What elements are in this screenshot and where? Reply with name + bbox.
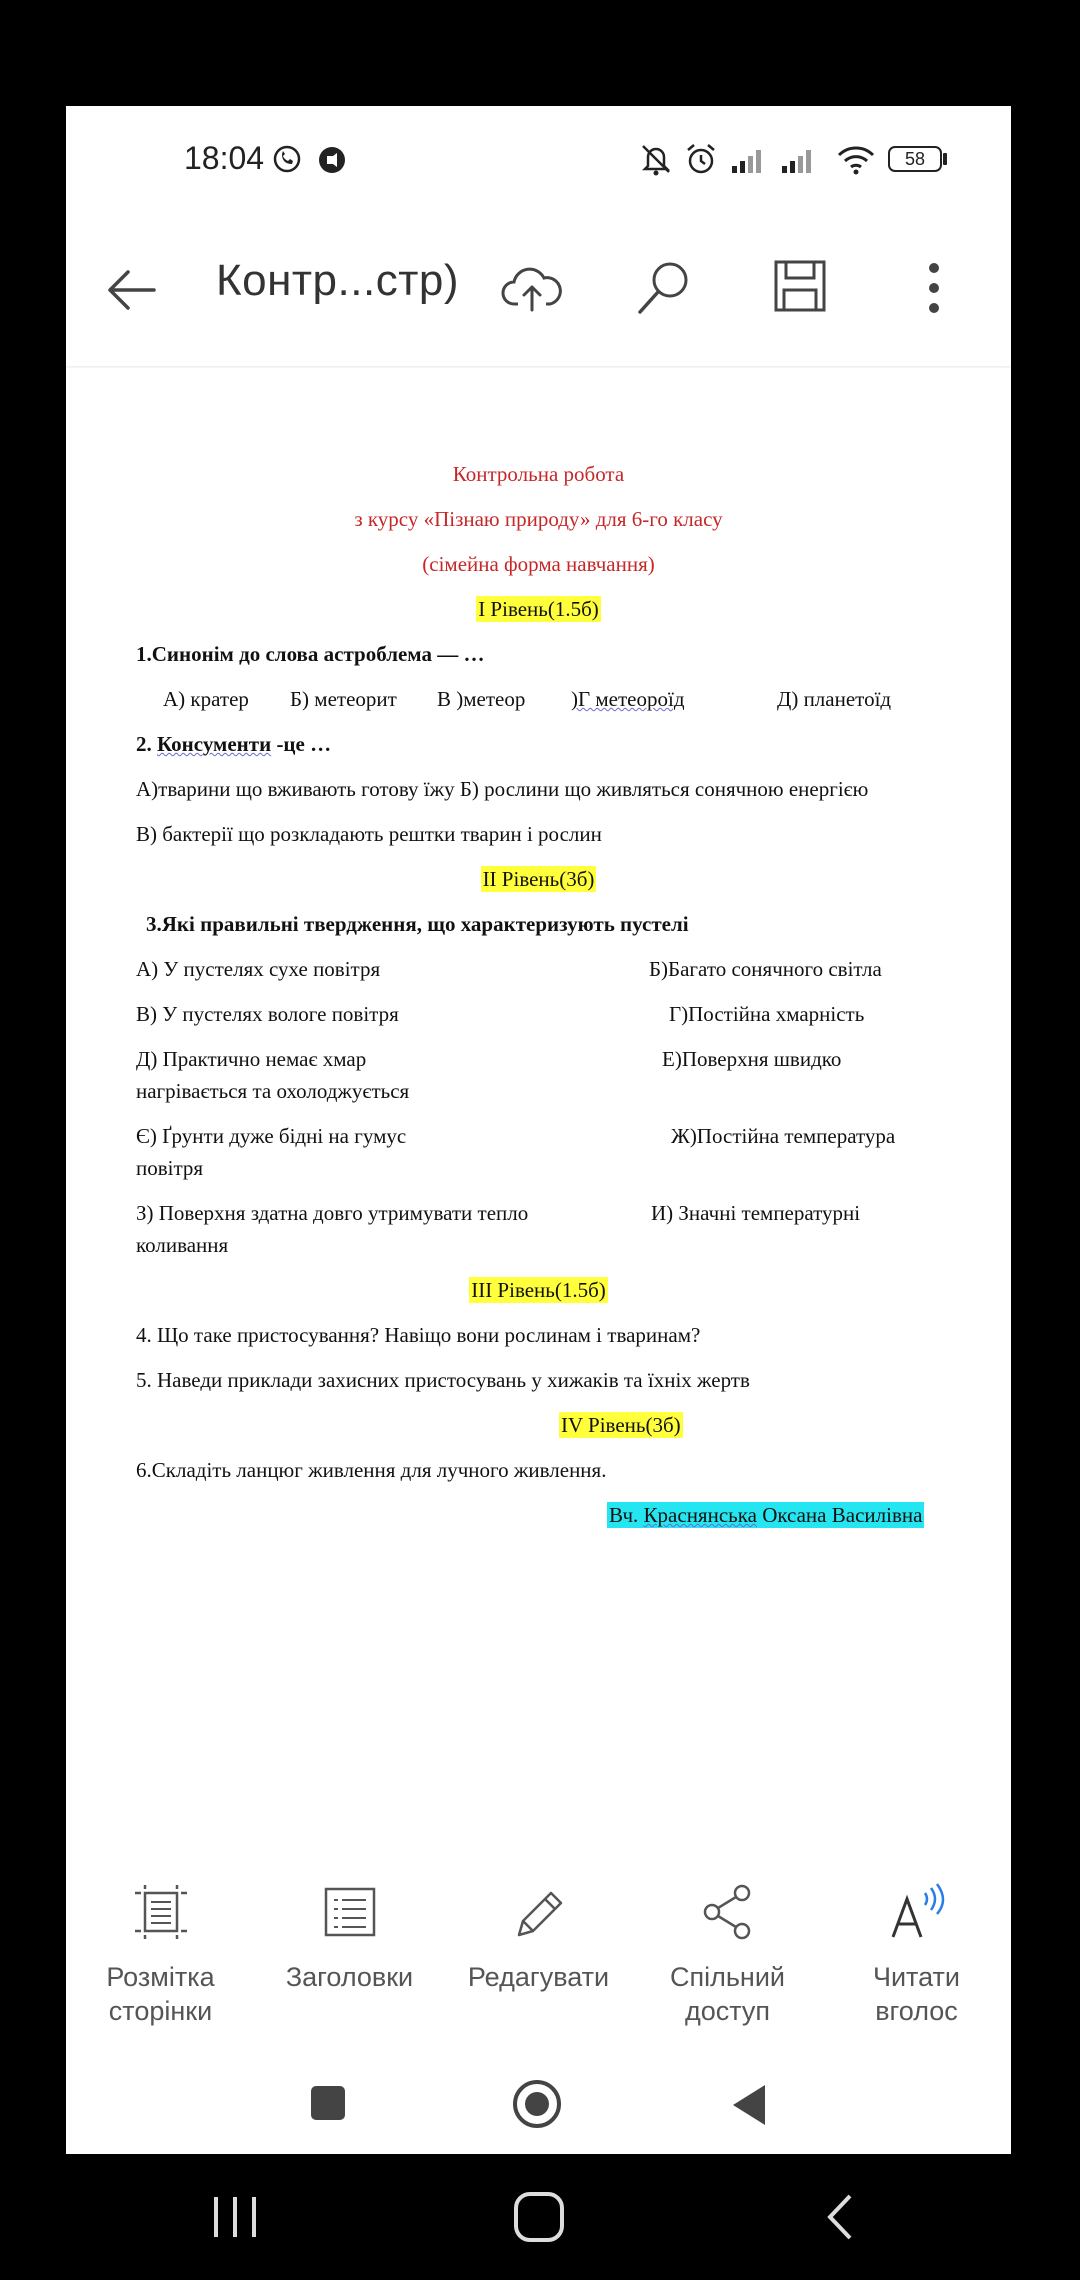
doc-subheading: з курсу «Пізнаю природу» для 6-го класу [354,507,723,531]
status-bar [66,106,1011,216]
q1-option-b: Б) метеорит [290,687,397,711]
q1-option-a: А) кратер [163,687,249,711]
level-4-label: IV Рівень(3б) [561,1413,681,1437]
back-icon[interactable] [822,2192,858,2242]
q3-option-zh-continued: повітря [136,1156,204,1180]
q1-option-g: )Г метеороїд [571,687,685,711]
share-icon [698,1883,758,1941]
q1-option-d: Д) планетоїд [777,687,892,711]
system-navigation-bar [0,2154,1080,2280]
question-4: 4. Що таке пристосування? Навіщо вони рослинам і тваринам? [136,1323,701,1347]
question-3: 3.Які правильні твердження, що характеризують пустелі [146,912,689,936]
q3-option-v: В) У пустелях вологе повітря [136,1002,399,1026]
home-icon[interactable] [512,2190,566,2244]
headings-icon [320,1883,380,1941]
q3-option-zh: Ж)Постійна температура [671,1124,896,1148]
share-label: Спільний доступ [669,1962,785,2026]
bottom-toolbar [66,1843,1011,2154]
signal-icon [780,146,818,174]
doc-subheading-form: (сімейна форма навчання) [422,552,655,576]
level-3-label: ІІІ Рівень(1.5б) [471,1278,606,1302]
square-icon[interactable] [311,2086,345,2120]
edit-button[interactable] [444,1883,633,1994]
document-page[interactable] [66,368,1011,1843]
question-2: 2. Консументи -це … [136,732,332,756]
q2-options-line-2: В) бактерії що розкладають рештки тварин і рослин [136,822,602,846]
q3-option-y-continued: коливання [136,1233,229,1257]
q3-option-b: Б)Багато сонячного світла [649,957,882,981]
q3-option-g: Г)Постійна хмарність [669,1002,865,1026]
app-bar [66,216,1011,366]
save-icon[interactable] [772,258,828,314]
signal-icon [730,146,768,174]
q2-options-line-1: А)тварини що вживають готову їжу Б) рослини що живляться сонячною енергією [136,777,869,801]
search-icon[interactable] [634,256,696,318]
read-aloud-button[interactable] [822,1883,1011,2028]
question-5: 5. Наведи приклади захисних пристосувань у хижаків та їхніх жертв [136,1368,750,1392]
triangle-back-icon[interactable] [729,2083,769,2127]
page-layout-label: Розмітка сторінки [106,1962,215,2026]
back-arrow-icon[interactable] [102,260,162,320]
page-layout-button[interactable] [66,1883,255,2028]
battery-level: 58 [904,149,926,169]
circle-home-icon[interactable] [512,2079,562,2129]
edit-label: Редагувати [467,1962,610,1992]
q3-option-a: А) У пустелях сухе повітря [136,957,381,981]
read-aloud-icon [887,1883,947,1941]
q3-option-y: И) Значні температурні [651,1201,861,1225]
q3-option-e-continued: нагрівається та охолоджується [136,1079,410,1103]
share-button[interactable] [633,1883,822,2028]
read-aloud-label: Читати вголос [872,1962,960,2026]
alarm-icon [684,142,718,176]
phone-screen [66,106,1011,2154]
level-2-label: ІІ Рівень(3б) [482,867,595,891]
battery-tip [943,153,947,165]
mute-icon [640,142,672,176]
question-6: 6.Складіть ланцюг живлення для лучного живлення. [136,1458,607,1482]
record-icon [318,146,346,174]
more-vert-icon[interactable] [924,260,944,316]
q1-option-v: В )метеор [437,687,526,711]
headings-label: Заголовки [285,1962,414,1992]
page-layout-icon [131,1883,191,1941]
battery-icon [888,146,942,172]
teacher-signature: Вч. Краснянська Оксана Василівна [609,1503,923,1527]
doc-heading: Контрольна робота [452,462,625,486]
q3-option-d: Д) Практично немає хмар [136,1047,367,1071]
viber-icon [272,144,302,174]
cloud-upload-icon[interactable] [500,260,564,320]
pencil-icon [509,1883,569,1941]
document-title[interactable]: Контр...стр) [216,256,459,305]
recent-apps-icon[interactable] [210,2192,260,2242]
question-1: 1.Синонім до слова астроблема — … [136,642,485,666]
headings-button[interactable] [255,1883,444,1994]
level-1-label: І Рівень(1.5б) [478,597,599,621]
q3-option-ye: Є) Ґрунти дуже бідні на гумус [136,1124,407,1148]
status-time: 18:04 [184,140,265,176]
wifi-icon [836,144,876,176]
q3-option-e: Е)Поверхня швидко [662,1047,842,1071]
q3-option-z: З) Поверхня здатна довго утримувати тепло [136,1201,529,1225]
